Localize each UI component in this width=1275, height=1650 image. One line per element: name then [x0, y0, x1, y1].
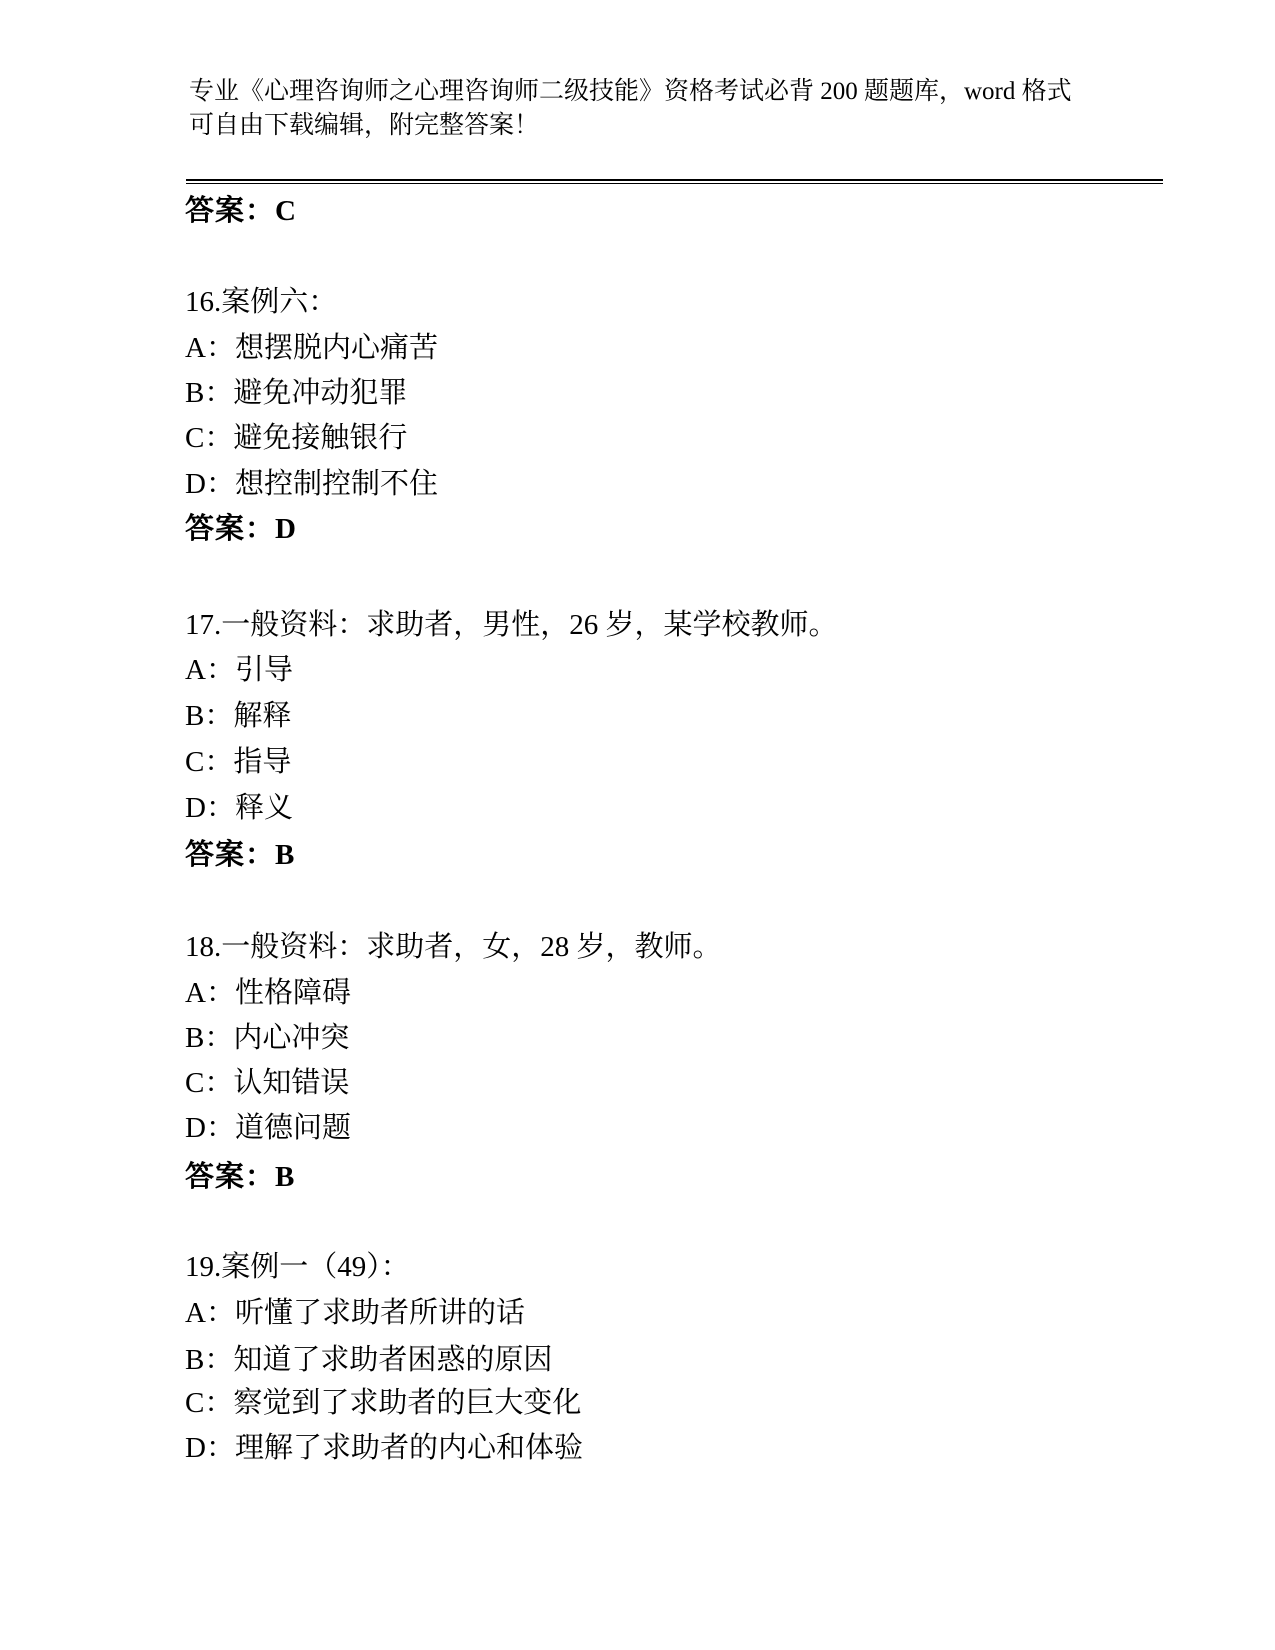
- document-header-line-2: 可自由下载编辑，附完整答案！: [189, 112, 540, 139]
- question-18-option-d: D：道德问题: [185, 1112, 351, 1144]
- question-16-title: 16.案例六：: [185, 286, 338, 318]
- header-divider: [186, 179, 1163, 184]
- answer-line-previous-question: 答案：C: [185, 195, 297, 227]
- question-18-option-c: C：认知错误: [185, 1067, 350, 1099]
- question-19-title: 19.案例一（49）：: [185, 1251, 410, 1283]
- question-17-answer: 答案：B: [185, 839, 296, 871]
- question-19-option-b: B：知道了求助者困惑的原因: [185, 1344, 553, 1376]
- question-17-option-b: B：解释: [185, 700, 292, 732]
- question-18-option-b: B：内心冲突: [185, 1022, 350, 1054]
- question-16-option-d: D：想控制控制不住: [185, 468, 438, 500]
- question-18-option-a: A：性格障碍: [185, 977, 351, 1009]
- question-18-title: 18.一般资料：求助者，女，28 岁，教师。: [185, 931, 722, 963]
- question-19-option-d: D：理解了求助者的内心和体验: [185, 1432, 583, 1464]
- question-16-option-b: B：避免冲动犯罪: [185, 377, 408, 409]
- question-16-option-c: C：避免接触银行: [185, 422, 408, 454]
- document-header-line-1: 专业《心理咨询师之心理咨询师二级技能》资格考试必背 200 题题库，word 格式: [189, 78, 1072, 105]
- question-17-option-d: D：释义: [185, 792, 293, 824]
- question-19-option-c: C：察觉到了求助者的巨大变化: [185, 1387, 582, 1419]
- question-19-option-a: A：听懂了求助者所讲的话: [185, 1297, 525, 1329]
- question-17-option-a: A：引导: [185, 654, 293, 686]
- question-16-option-a: A：想摆脱内心痛苦: [185, 332, 438, 364]
- question-17-option-c: C：指导: [185, 746, 292, 778]
- question-16-answer: 答案：D: [185, 513, 297, 545]
- question-17-title: 17.一般资料：求助者，男性，26 岁，某学校教师。: [185, 609, 838, 641]
- question-18-answer: 答案：B: [185, 1161, 296, 1193]
